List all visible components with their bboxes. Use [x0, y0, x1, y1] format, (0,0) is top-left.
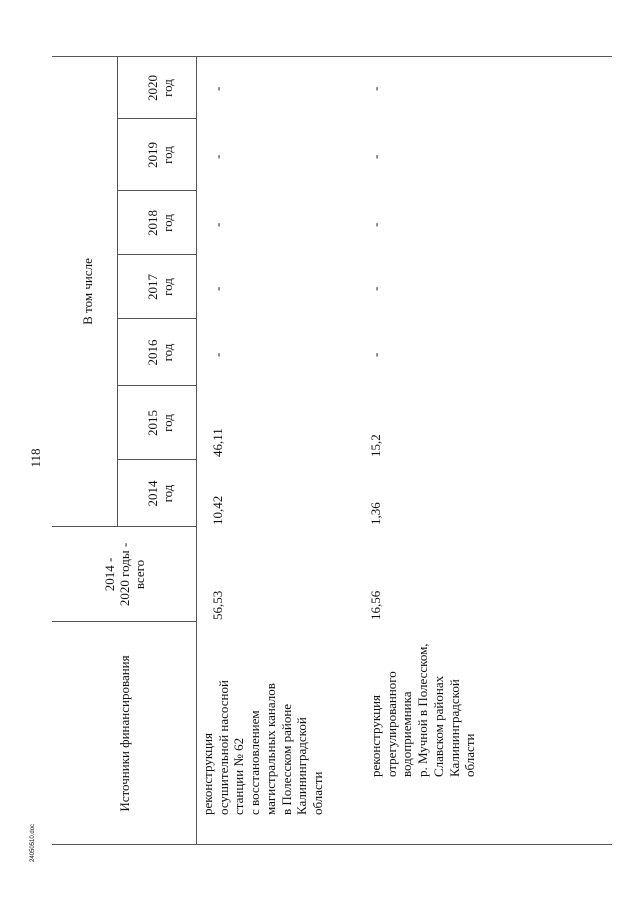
row-2-total: 16,56	[368, 590, 383, 620]
header-bottom-line	[196, 56, 197, 845]
row-1-2016: -	[210, 352, 225, 357]
header-year-2020: 2020 год	[145, 75, 175, 101]
header-total: 2014 - 2020 годы - всего	[102, 542, 147, 607]
row-2-2014: 1,36	[368, 502, 383, 525]
header-year-2014: 2014 год	[145, 480, 175, 507]
row-1-2019: -	[210, 154, 225, 159]
header-year-2019: 2019 год	[145, 142, 175, 168]
row-1-2020: -	[210, 86, 225, 91]
row-1-2015: 46,11	[210, 428, 225, 457]
file-name-label: 24050510.doc	[30, 823, 36, 862]
row-2-2020: -	[368, 86, 383, 91]
page-number: 118	[28, 448, 43, 468]
row-2-2019: -	[368, 154, 383, 159]
header-year-2017: 2017 год	[145, 274, 175, 300]
row-2-2017: -	[368, 286, 383, 291]
row-2-2016: -	[368, 352, 383, 357]
header-source: Источники финансирования	[117, 655, 132, 812]
row-2-2018: -	[368, 222, 383, 227]
table-right-border	[52, 56, 612, 57]
table-left-border	[52, 844, 612, 845]
header-year-2018: 2018 год	[145, 210, 175, 236]
row-1-2018: -	[210, 222, 225, 227]
row-2-label: реконструкция отрегулированного водоприемника р. Мучной в Полесском, Славском районах Калининградской области	[368, 643, 478, 777]
row-1-2014: 10,42	[210, 495, 225, 525]
row-1-total: 56,53	[210, 590, 225, 620]
header-group: В том числе	[80, 258, 95, 325]
header-year-2016: 2016 год	[145, 339, 175, 366]
row-1-2017: -	[210, 286, 225, 291]
group-divider-line	[117, 56, 118, 527]
header-year-2015: 2015 год	[145, 410, 175, 436]
row-1-label: реконструкция осушительной насосной станции № 62 с восстановлением магистральных каналов в Полесском районе Калининградской области	[200, 680, 325, 815]
row-2-2015: 15,2	[368, 434, 383, 457]
